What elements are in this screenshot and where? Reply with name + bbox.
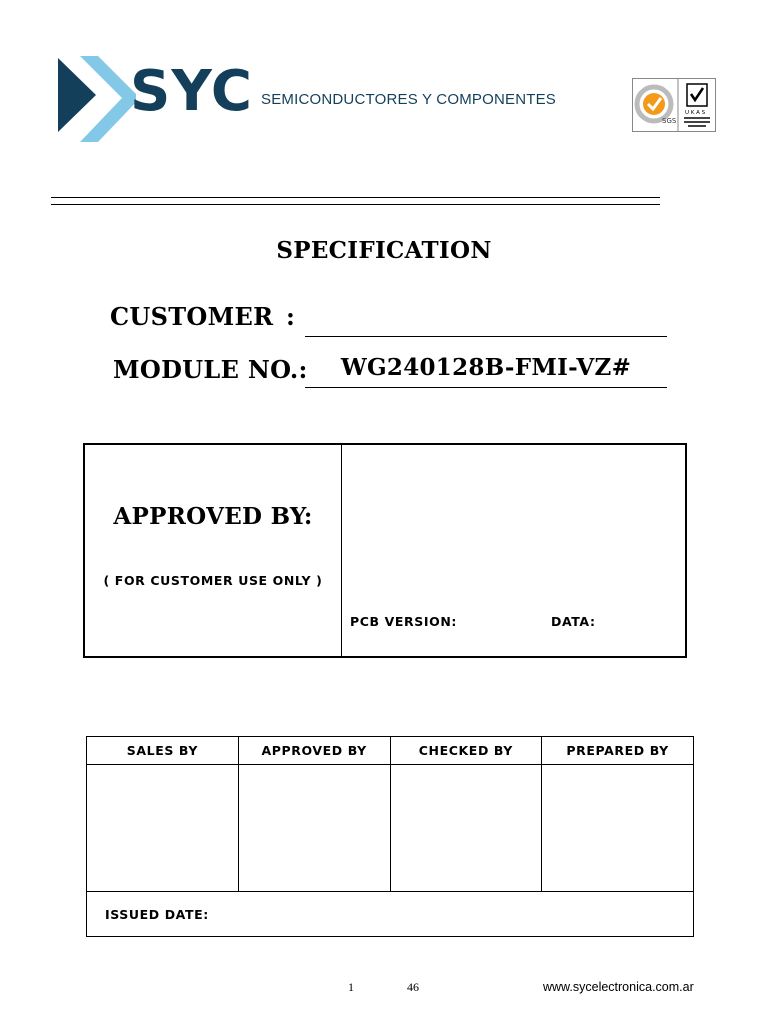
customer-underline bbox=[305, 336, 667, 337]
checked-by-signature-cell bbox=[390, 765, 542, 892]
header-checked-by: CHECKED BY bbox=[390, 737, 542, 765]
issued-date-label: ISSUED DATE: bbox=[87, 892, 694, 937]
brand-subtitle: SEMICONDUCTORES Y COMPONENTES bbox=[261, 91, 557, 108]
module-number: WG240128B-FMI-VZ# bbox=[340, 354, 632, 381]
header-sales-by: SALES BY bbox=[87, 737, 239, 765]
signature-row bbox=[87, 765, 694, 892]
header-prepared-by: PREPARED BY bbox=[542, 737, 694, 765]
approval-divider bbox=[341, 443, 342, 656]
customer-colon: : bbox=[286, 302, 296, 331]
sgs-label: SGS bbox=[662, 117, 677, 125]
approved-by-signature-cell bbox=[238, 765, 390, 892]
total-pages: 46 bbox=[407, 980, 419, 994]
sales-by-signature-cell bbox=[87, 765, 239, 892]
page-number: 1 bbox=[348, 980, 354, 994]
module-label: MODULE NO.: bbox=[113, 355, 308, 384]
signature-header-row bbox=[87, 737, 694, 765]
header-rule-top bbox=[51, 197, 660, 198]
header-rule-bottom bbox=[51, 204, 660, 205]
ukas-label: U K A S bbox=[685, 110, 706, 116]
customer-value bbox=[305, 306, 667, 332]
chevron-logo-icon bbox=[56, 54, 136, 146]
document-title: SPECIFICATION bbox=[276, 237, 492, 264]
pcb-version-label: PCB VERSION: bbox=[350, 614, 457, 629]
footer-url: www.sycelectronica.com.ar bbox=[543, 980, 694, 994]
certification-badges bbox=[632, 78, 716, 132]
prepared-by-signature-cell bbox=[542, 765, 694, 892]
approved-by-heading: APPROVED BY: bbox=[113, 503, 313, 530]
data-label: DATA: bbox=[551, 614, 596, 629]
issued-date-row bbox=[87, 892, 694, 937]
brand-name: SYC bbox=[130, 59, 253, 124]
signature-table bbox=[86, 736, 694, 937]
module-underline bbox=[305, 387, 667, 388]
customer-use-note: ( FOR CUSTOMER USE ONLY ) bbox=[103, 573, 323, 588]
header-approved-by: APPROVED BY bbox=[238, 737, 390, 765]
customer-label: CUSTOMER bbox=[110, 302, 274, 331]
